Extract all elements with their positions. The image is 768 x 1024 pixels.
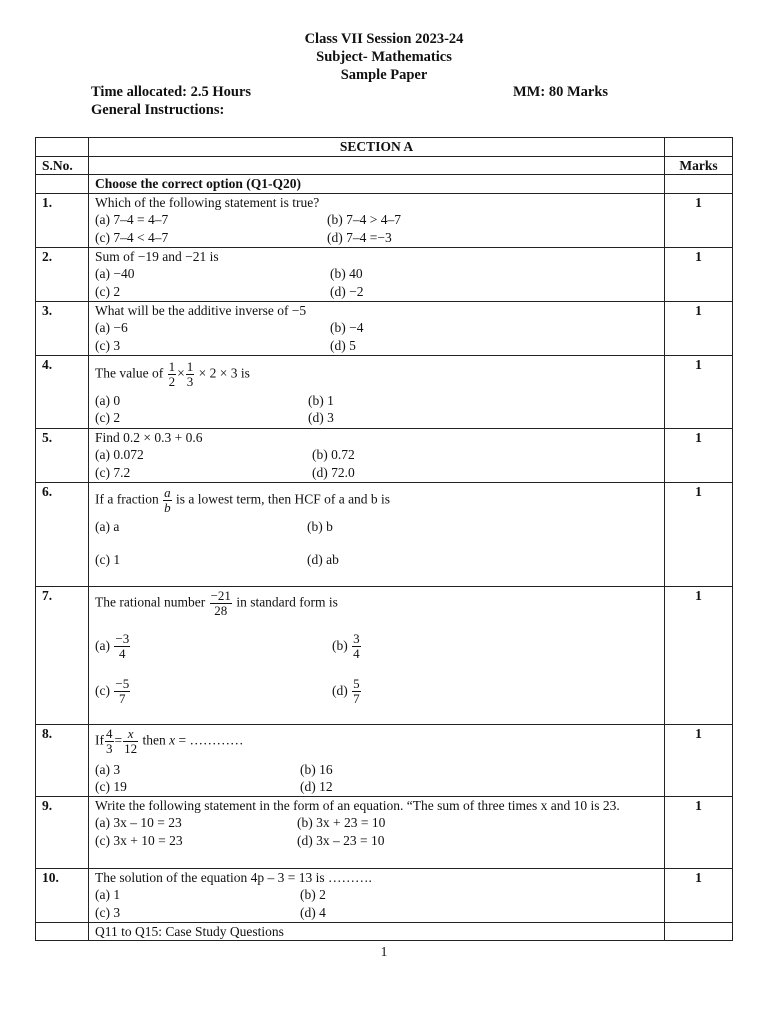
- fraction-numerator: a: [164, 484, 171, 500]
- question-marks: 1: [665, 428, 733, 482]
- fraction: [105, 727, 114, 756]
- question-text: Which of the following statement is true?: [95, 194, 320, 210]
- question-text: Write the following statement in the form of an equation. “The sum of three times x and 10 is 23.: [95, 797, 620, 813]
- option-c: (c) 3: [95, 337, 121, 353]
- fraction-numerator: 4: [106, 725, 113, 741]
- question-text: What will be the additive inverse of −5: [95, 302, 307, 318]
- question-body: [89, 428, 665, 482]
- fraction-denominator: 12: [124, 740, 138, 756]
- option-row: [95, 518, 658, 551]
- question-marks: 1: [665, 796, 733, 868]
- question-row: [36, 796, 733, 868]
- option-c: (c) 19: [95, 779, 127, 794]
- option-a: (a) 3x – 10 = 23: [95, 815, 182, 830]
- fraction-numerator: −21: [210, 587, 231, 603]
- fraction-denominator: 4: [353, 646, 360, 661]
- col-question-header: [89, 156, 665, 175]
- case-study-row: [36, 922, 733, 941]
- fraction: [114, 677, 130, 706]
- option-label: (b): [332, 637, 348, 653]
- question-number: 10.: [36, 868, 89, 922]
- option-row: [95, 211, 658, 229]
- option-row: [95, 667, 658, 717]
- option-a: (a) −6: [95, 320, 128, 335]
- fraction: [114, 632, 130, 661]
- case-study-blank-right: [665, 922, 733, 941]
- fraction: [163, 486, 172, 515]
- question-marks: 1: [665, 355, 733, 428]
- option-row: [95, 904, 658, 922]
- fraction: [186, 360, 195, 389]
- option-row: [95, 337, 658, 355]
- option-b: (b) 7–4 > 4–7: [327, 212, 401, 227]
- option-c: [95, 677, 332, 706]
- fraction-numerator: 5: [353, 676, 360, 691]
- option-a: (a) a: [95, 518, 120, 534]
- fraction-denominator: 28: [210, 603, 232, 618]
- option-c: (c) 1: [95, 551, 121, 567]
- case-study-blank: [36, 922, 89, 941]
- question-text: [95, 483, 658, 518]
- page-number: 1: [380, 944, 388, 959]
- option-row: [95, 778, 658, 796]
- option-a: (a) 7–4 = 4–7: [95, 212, 169, 227]
- general-instructions: General Instructions:: [91, 102, 225, 118]
- fraction-numerator: 1: [186, 358, 194, 374]
- times-sign: ×: [177, 365, 185, 381]
- option-d: (d) 3x – 23 = 10: [297, 832, 385, 848]
- question-row: [36, 301, 733, 355]
- question-marks: 1: [665, 724, 733, 796]
- option-d: [332, 677, 362, 706]
- doc-title-paper: Sample Paper: [340, 67, 428, 83]
- option-row: [95, 551, 658, 569]
- question-body: [89, 724, 665, 796]
- option-label: (d): [332, 682, 348, 698]
- option-d: (d) −2: [330, 283, 364, 299]
- question-number: 9.: [36, 796, 89, 868]
- question-text: Find 0.2 × 0.3 + 0.6: [95, 429, 203, 445]
- fraction: [123, 727, 138, 756]
- question-marks: 1: [665, 868, 733, 922]
- option-c: (c) 2: [95, 283, 121, 299]
- option-d: (d) ab: [307, 551, 339, 567]
- option-a: (a) −40: [95, 266, 135, 281]
- question-marks: 1: [665, 247, 733, 301]
- fraction-denominator: 2: [168, 373, 176, 389]
- choose-option-heading: Choose the correct option (Q1-Q20): [89, 175, 665, 194]
- section-blank-right: [665, 138, 733, 157]
- question-row: [36, 868, 733, 922]
- fraction-numerator: 1: [168, 358, 176, 374]
- question-number: 6.: [36, 482, 89, 586]
- fraction-denominator: b: [164, 499, 171, 515]
- option-c: (c) 7.2: [95, 464, 131, 480]
- option-row: [95, 283, 658, 301]
- option-c: (c) 3: [95, 904, 121, 920]
- option-b: (b) 16: [300, 761, 333, 777]
- question-number: 7.: [36, 586, 89, 724]
- question-number: 1.: [36, 193, 89, 247]
- equals-sign: =: [114, 732, 123, 748]
- option-row: [95, 464, 658, 482]
- option-d: (d) 72.0: [312, 464, 355, 480]
- option-row: [95, 392, 658, 410]
- question-number: 5.: [36, 428, 89, 482]
- option-b: (b) 3x + 23 = 10: [297, 815, 386, 830]
- fraction: [210, 589, 232, 618]
- fraction-numerator: x: [127, 725, 134, 741]
- option-row: [95, 265, 658, 283]
- option-label: (a): [95, 637, 110, 653]
- option-row: [95, 409, 658, 427]
- option-d: (d) 4: [300, 904, 326, 920]
- question-text-pre: The rational number: [95, 594, 206, 610]
- question-row: [36, 193, 733, 247]
- option-row: [95, 832, 658, 850]
- question-text: [95, 587, 658, 627]
- question-text: [95, 725, 658, 761]
- fraction: [352, 677, 361, 706]
- question-text-pre: If: [95, 732, 104, 748]
- fraction-numerator: 3: [353, 631, 360, 646]
- option-row: [95, 761, 658, 779]
- question-body: [89, 868, 665, 922]
- doc-title-class: Class VII Session 2023-24: [304, 31, 464, 47]
- question-table: [35, 137, 733, 941]
- section-row: [36, 138, 733, 157]
- option-b: (b) 0.72: [312, 447, 355, 462]
- instruction-blank: [36, 175, 89, 194]
- fraction-numerator: −5: [115, 676, 130, 691]
- question-marks: 1: [665, 301, 733, 355]
- section-blank: [36, 138, 89, 157]
- case-study-heading: Q11 to Q15: Case Study Questions: [89, 922, 665, 941]
- option-d: (d) 12: [300, 779, 333, 794]
- question-text-pre: The value of: [95, 365, 164, 381]
- fraction-denominator: 3: [186, 373, 194, 389]
- option-d: (d) 5: [330, 337, 356, 353]
- option-c: (c) 7–4 < 4–7: [95, 229, 169, 245]
- instruction-row: [36, 175, 733, 194]
- option-row: [95, 886, 658, 904]
- option-b: (b) 1: [308, 392, 334, 408]
- option-a: (a) 1: [95, 887, 121, 902]
- question-number: 2.: [36, 247, 89, 301]
- question-row: [36, 247, 733, 301]
- max-marks: MM: 80 Marks: [513, 84, 609, 100]
- option-a: (a) 0: [95, 392, 121, 408]
- question-body: [89, 482, 665, 586]
- option-c: (c) 3x + 10 = 23: [95, 832, 183, 848]
- option-a: (a) 0.072: [95, 447, 144, 462]
- question-number: 3.: [36, 301, 89, 355]
- question-text-post: then: [142, 732, 166, 748]
- fraction-denominator: 7: [114, 691, 130, 706]
- option-row: [95, 446, 658, 464]
- fraction-numerator: −3: [115, 631, 130, 646]
- question-body: [89, 796, 665, 868]
- option-b: (b) 40: [330, 266, 363, 281]
- question-text: [95, 356, 658, 392]
- fraction-denominator: 7: [353, 691, 360, 706]
- option-row: [95, 814, 658, 832]
- question-row: [36, 482, 733, 586]
- question-text-post: in standard form is: [236, 594, 338, 610]
- option-row: [95, 627, 658, 667]
- doc-title-subject: Subject- Mathematics: [316, 49, 452, 65]
- instruction-blank-right: [665, 175, 733, 194]
- question-row: [36, 428, 733, 482]
- question-body: [89, 355, 665, 428]
- option-b: (b) 2: [300, 887, 326, 902]
- question-body: [89, 301, 665, 355]
- option-b: [332, 632, 362, 661]
- option-d: (d) 7–4 =−3: [327, 229, 392, 245]
- variable-x: x: [169, 732, 176, 748]
- option-label: (c): [95, 682, 110, 698]
- question-body: [89, 586, 665, 724]
- question-marks: 1: [665, 193, 733, 247]
- option-b: (b) −4: [330, 320, 364, 335]
- question-text-blank: = …………: [178, 732, 244, 748]
- option-a: [95, 632, 332, 661]
- fraction: [352, 632, 361, 661]
- question-text-post: is a lowest term, then HCF of a and b is: [175, 491, 391, 507]
- option-row: [95, 319, 658, 337]
- question-row: [36, 586, 733, 724]
- question-body: [89, 247, 665, 301]
- question-row: [36, 724, 733, 796]
- col-sno-header: S.No.: [36, 156, 89, 175]
- fraction-denominator: 3: [106, 740, 113, 756]
- question-text: The solution of the equation 4p – 3 = 13 is ……….: [95, 869, 372, 885]
- time-allocated: Time allocated: 2.5 Hours: [91, 84, 252, 100]
- option-c: (c) 2: [95, 410, 121, 425]
- col-marks-header: Marks: [665, 156, 733, 175]
- question-number: 8.: [36, 724, 89, 796]
- question-text: Sum of −19 and −21 is: [95, 248, 219, 264]
- question-number: 4.: [36, 355, 89, 428]
- question-row: [36, 355, 733, 428]
- column-header-row: [36, 156, 733, 175]
- question-marks: 1: [665, 586, 733, 724]
- question-body: [89, 193, 665, 247]
- fraction-denominator: 4: [114, 646, 130, 661]
- option-row: [95, 229, 658, 247]
- question-text-pre: If a fraction: [95, 491, 159, 507]
- option-b: (b) b: [307, 518, 333, 534]
- fraction: [168, 360, 177, 389]
- option-a: (a) 3: [95, 761, 121, 777]
- question-marks: 1: [665, 482, 733, 586]
- question-text-post: × 2 × 3 is: [198, 365, 250, 381]
- section-title: SECTION A: [89, 138, 665, 157]
- option-d: (d) 3: [308, 410, 334, 425]
